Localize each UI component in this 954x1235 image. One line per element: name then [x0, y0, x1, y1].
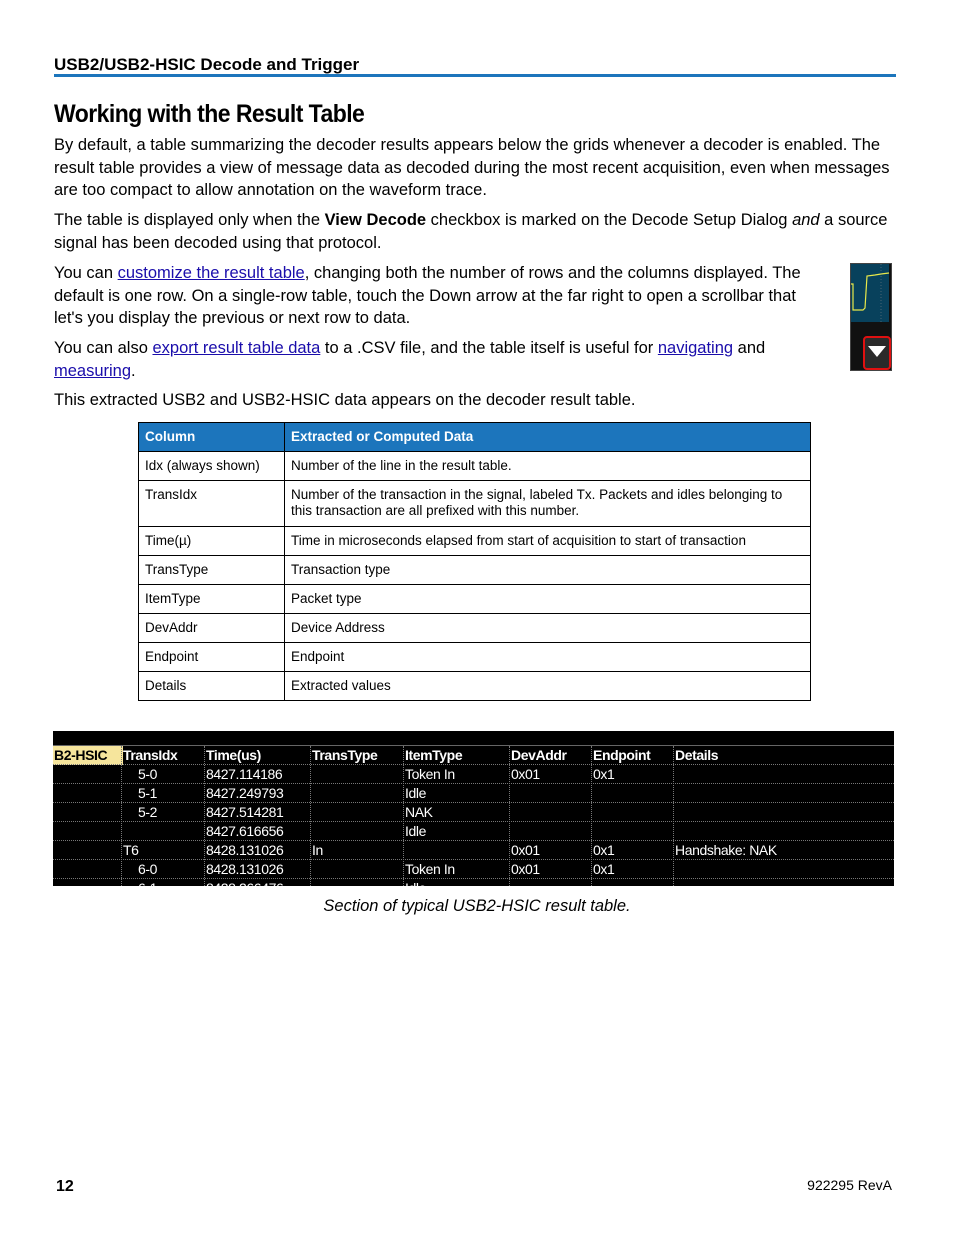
document-id: 922295 RevA [807, 1177, 892, 1193]
result-cell[interactable]: 0x01 [511, 861, 540, 877]
result-cell[interactable]: 8428.266476 [206, 880, 284, 896]
table-cell: TransIdx [139, 481, 285, 527]
down-arrow-icon [868, 346, 886, 358]
table-row [139, 672, 811, 701]
navigating-link[interactable]: navigating [657, 339, 734, 357]
result-cell[interactable]: 8427.514281 [206, 804, 284, 820]
table-cell: ItemType [139, 585, 285, 614]
table-cell: DevAddr [139, 614, 285, 643]
result-header-cell[interactable]: B2-HSIC [53, 746, 123, 765]
result-cell[interactable]: Token In [405, 766, 455, 782]
text: to a .CSV file, and the table itself is useful for [320, 339, 658, 357]
result-cell[interactable]: 0x01 [511, 842, 540, 858]
result-header-cell[interactable]: TransType [312, 747, 378, 763]
table-row [139, 452, 811, 481]
customize-result-table-link[interactable]: customize the result table [117, 264, 305, 282]
result-cell[interactable]: T6 [123, 842, 139, 858]
down-arrow-button[interactable] [863, 336, 891, 370]
result-table-topbar [53, 731, 894, 746]
result-cell[interactable]: Idle [405, 785, 426, 801]
text: . [131, 361, 136, 380]
text: You can [54, 264, 118, 282]
paragraph-view-decode [54, 209, 896, 254]
result-cell[interactable]: 8427.616656 [206, 823, 284, 839]
result-cell[interactable]: Token In [405, 861, 455, 877]
scope-thumbnail-image [850, 263, 892, 371]
table-row [139, 527, 811, 556]
text: and [733, 339, 766, 357]
table-cell: Endpoint [285, 643, 811, 672]
table-row [139, 643, 811, 672]
waveform-plot [851, 264, 889, 322]
header-cell-column: Column [139, 423, 285, 452]
column-definition-table [138, 422, 811, 701]
measuring-link[interactable]: measuring [54, 361, 132, 380]
result-header-cell[interactable]: DevAddr [511, 747, 567, 763]
result-cell[interactable]: 6-0 [138, 861, 158, 877]
table-cell: Idx (always shown) [139, 452, 285, 481]
page-number: 12 [56, 1178, 74, 1195]
result-cell[interactable]: 6-1 [138, 880, 158, 896]
waveform-trace [851, 264, 889, 322]
result-table-screenshot [53, 731, 894, 896]
text: a source signal has been decoded using that protocol. [54, 211, 888, 252]
row-divider [53, 764, 894, 765]
result-cell[interactable]: 0x01 [511, 766, 540, 782]
table-header-row [139, 423, 811, 452]
column-divider [673, 746, 674, 886]
result-cell[interactable]: 8427.114186 [206, 766, 283, 782]
result-cell[interactable]: Handshake: NAK [675, 842, 777, 858]
table-cell: Transaction type [285, 556, 811, 585]
table-row [139, 585, 811, 614]
figure-caption: Section of typical USB2-HSIC result table. [323, 897, 631, 915]
result-cell[interactable]: 8428.131026 [206, 842, 284, 858]
table-row [139, 614, 811, 643]
result-cell[interactable]: 8428.131026 [206, 861, 284, 877]
row-divider [53, 802, 894, 803]
table-cell: Number of the transaction in the signal, labeled Tx. Packets and idles belonging to this transaction are all prefixed with this number. [285, 481, 811, 527]
column-divider [204, 746, 205, 886]
column-divider [121, 746, 122, 886]
row-divider [53, 878, 894, 879]
table-cell: TransType [139, 556, 285, 585]
table-cell: Details [139, 672, 285, 701]
header-cell-data: Extracted or Computed Data [285, 423, 811, 452]
header-title: USB2/USB2-HSIC Decode and Trigger [54, 55, 360, 74]
paragraph-intro: By default, a table summarizing the decoder results appears below the grids whenever a decoder is enabled. The result table provides a view of message data as decoded during the most recent acquisition, even when messages are too compact to allow annotation on the waveform trace. [54, 136, 890, 199]
table-cell: Time(µ) [139, 527, 285, 556]
table-cell: Time in microseconds elapsed from start of acquisition to start of transaction [285, 527, 811, 556]
table-cell: Extracted values [285, 672, 811, 701]
result-cell[interactable]: 5-2 [138, 804, 158, 820]
row-divider [53, 783, 894, 784]
italic-text: and [792, 211, 820, 229]
column-divider [591, 746, 592, 886]
result-cell[interactable]: 5-0 [138, 766, 158, 782]
column-divider [403, 746, 404, 886]
text: , changing both the number of rows and the columns displayed. The default is one row. On a single-row table, touch the Down arrow at the far right to open a scrollbar that let's you display the previous or next row to data. [54, 264, 801, 327]
row-divider [53, 859, 894, 860]
table-row [139, 556, 811, 585]
result-cell[interactable]: Idle [405, 823, 426, 839]
result-header-cell[interactable]: Endpoint [593, 747, 651, 763]
result-cell[interactable]: 0x1 [593, 766, 615, 782]
table-cell: Endpoint [139, 643, 285, 672]
text: checkbox is marked on the Decode Setup Dialog [426, 211, 793, 229]
paragraph-customize [54, 262, 824, 330]
running-header [54, 54, 896, 77]
section-heading: Working with the Result Table [54, 100, 365, 128]
column-divider [509, 746, 510, 886]
result-cell[interactable]: 5-1 [138, 785, 158, 801]
column-divider [310, 746, 311, 886]
table-cell: Number of the line in the result table. [285, 452, 811, 481]
result-cell[interactable]: 8427.249793 [206, 785, 284, 801]
result-header-cell[interactable]: Time(us) [206, 747, 261, 763]
text: You can also [54, 339, 153, 357]
table-cell: Packet type [285, 585, 811, 614]
result-cell[interactable]: 0x1 [593, 861, 615, 877]
export-result-table-link[interactable]: export result table data [152, 339, 321, 357]
table-row [139, 481, 811, 527]
row-divider [53, 821, 894, 822]
paragraph-extracted-data: This extracted USB2 and USB2-HSIC data appears on the decoder result table. [54, 391, 636, 409]
result-cell[interactable]: 0x1 [593, 842, 615, 858]
paragraph-export [54, 337, 824, 382]
result-header-cell[interactable]: ItemType [405, 747, 463, 763]
result-cell[interactable]: In [312, 842, 323, 858]
text: The table is displayed only when the [54, 211, 325, 229]
result-cell[interactable]: NAK [405, 804, 433, 820]
bold-text: View Decode [324, 211, 427, 229]
table-cell: Device Address [285, 614, 811, 643]
result-cell[interactable]: Idle [405, 880, 426, 896]
result-header-cell[interactable]: TransIdx [123, 747, 178, 763]
result-header-cell[interactable]: Details [675, 747, 719, 763]
